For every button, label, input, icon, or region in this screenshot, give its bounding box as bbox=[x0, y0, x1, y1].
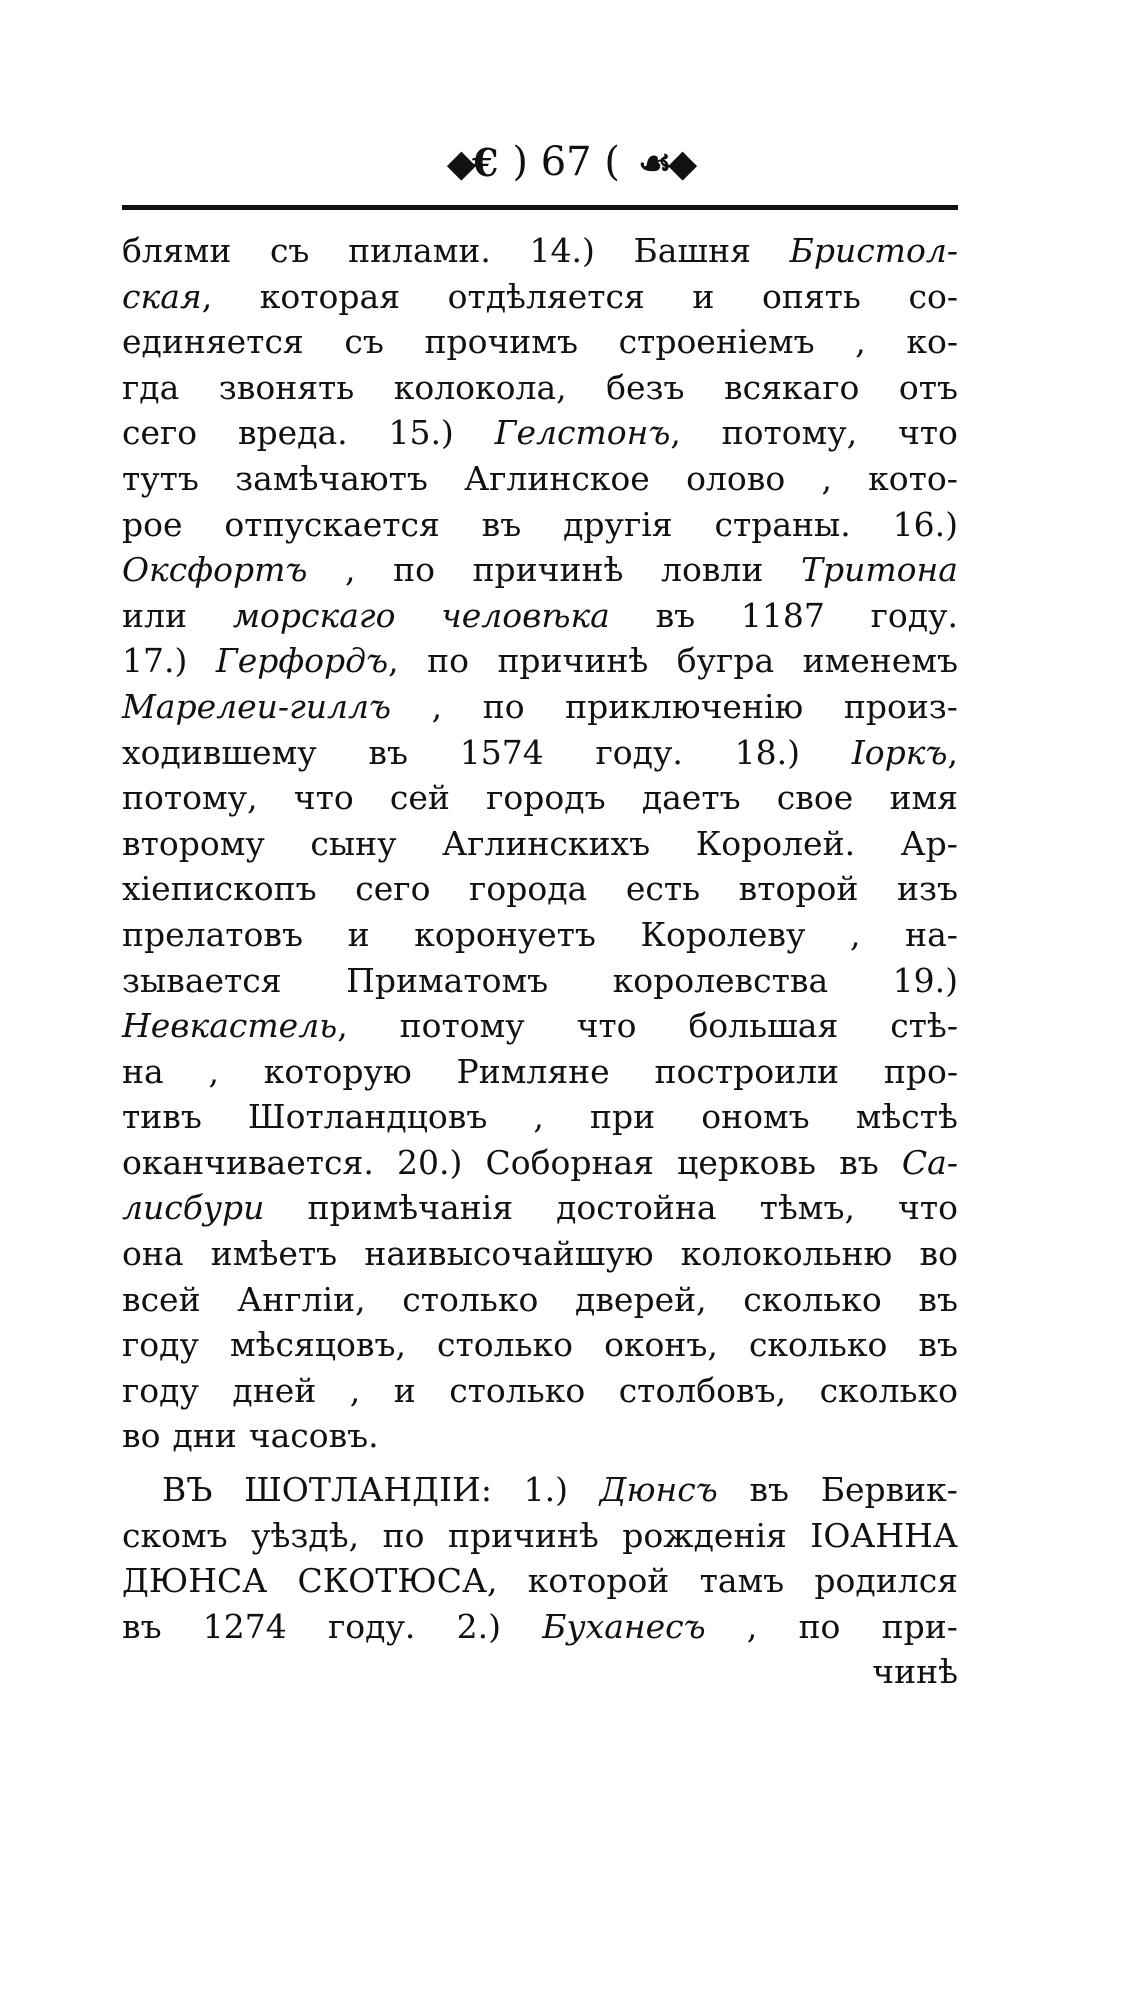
word: потому bbox=[399, 1006, 525, 1046]
word: отдѣляется bbox=[447, 276, 645, 316]
word: причинѣ bbox=[497, 641, 649, 681]
text-line bbox=[122, 319, 958, 365]
word: 2.) bbox=[456, 1606, 501, 1646]
word: , bbox=[855, 322, 866, 362]
text-line bbox=[122, 638, 958, 684]
word: Англіи, bbox=[237, 1279, 366, 1319]
word: въ bbox=[122, 1606, 162, 1646]
word: 1.) bbox=[523, 1470, 568, 1510]
word: она bbox=[122, 1234, 184, 1274]
word: всякаго bbox=[724, 367, 860, 407]
text-line bbox=[122, 1558, 958, 1604]
word: во bbox=[122, 1416, 161, 1456]
word: Шотландцовъ bbox=[247, 1097, 488, 1137]
word: хіепископъ bbox=[122, 869, 317, 909]
word: что bbox=[897, 413, 958, 453]
word: колокола, bbox=[393, 367, 567, 407]
word: въ bbox=[655, 595, 696, 635]
word: пилами. bbox=[348, 231, 491, 270]
word: блями bbox=[122, 231, 232, 270]
word: , bbox=[349, 1370, 361, 1410]
word: отъ bbox=[898, 367, 958, 407]
word: столбовъ, bbox=[618, 1370, 787, 1410]
word: 20.) bbox=[396, 1142, 463, 1182]
word: сколько bbox=[748, 1325, 888, 1365]
word: 14.) bbox=[529, 231, 595, 270]
word: замѣчаютъ bbox=[235, 458, 428, 498]
word: въ bbox=[749, 1470, 790, 1510]
word: Аглинское bbox=[464, 458, 650, 498]
text-line bbox=[122, 1140, 958, 1186]
text-line bbox=[122, 1513, 958, 1559]
word: кото- bbox=[868, 458, 958, 498]
word: вреда. bbox=[237, 413, 348, 453]
text-line bbox=[122, 547, 958, 593]
word: королевства bbox=[612, 960, 829, 1000]
word: столько bbox=[449, 1370, 586, 1410]
word: 1187 bbox=[740, 595, 825, 635]
word: 16.) bbox=[892, 504, 958, 544]
word: что bbox=[576, 1006, 637, 1046]
word: на bbox=[122, 1051, 164, 1091]
word: имя bbox=[889, 778, 958, 818]
word: оконъ, bbox=[604, 1325, 718, 1365]
word: наивысочайшую bbox=[364, 1234, 654, 1274]
word: или bbox=[122, 595, 187, 635]
word: по bbox=[393, 550, 435, 590]
text-line bbox=[122, 1185, 958, 1231]
word: Дюнсъ bbox=[599, 1470, 718, 1510]
text-line bbox=[122, 502, 958, 548]
word: потому, bbox=[721, 413, 858, 453]
word: коронуетъ bbox=[414, 914, 596, 954]
text-line bbox=[122, 1467, 958, 1513]
text-line bbox=[122, 456, 958, 502]
word: родился bbox=[814, 1561, 958, 1601]
text-line bbox=[122, 1368, 958, 1414]
word: и bbox=[347, 914, 370, 954]
word: которой bbox=[527, 1561, 670, 1601]
text-line bbox=[122, 1322, 958, 1368]
word: городъ bbox=[486, 778, 606, 818]
word: колокольню bbox=[680, 1234, 893, 1274]
word: и bbox=[692, 276, 715, 316]
word: второй bbox=[738, 869, 859, 909]
word: дни bbox=[172, 1416, 237, 1456]
word: отпускается bbox=[224, 504, 440, 544]
word: прелатовъ bbox=[122, 914, 303, 954]
word: безъ bbox=[606, 367, 685, 407]
word: 1274 bbox=[202, 1606, 287, 1646]
word: гда bbox=[122, 367, 180, 407]
word: есть bbox=[625, 869, 701, 909]
word: 17.) bbox=[122, 641, 188, 681]
word: по bbox=[798, 1606, 841, 1646]
word: Іоркъ, bbox=[851, 732, 958, 772]
text-line bbox=[122, 775, 958, 821]
word: съ bbox=[269, 231, 310, 270]
text-line bbox=[122, 228, 958, 274]
word: рожденія bbox=[622, 1515, 787, 1555]
word: по bbox=[482, 686, 525, 726]
word: всей bbox=[122, 1279, 201, 1319]
word: сего bbox=[122, 413, 198, 453]
word: 18.) bbox=[734, 732, 800, 772]
word: произ- bbox=[843, 686, 958, 726]
text-line bbox=[122, 1413, 958, 1459]
word: Королей. bbox=[695, 823, 856, 863]
word: бугра bbox=[676, 641, 775, 681]
body-text bbox=[122, 228, 958, 1695]
word: тутъ bbox=[122, 458, 199, 498]
word: съ bbox=[344, 322, 384, 362]
word: СКОТЮСА, bbox=[297, 1561, 498, 1601]
header-rule bbox=[122, 205, 958, 210]
word: изъ bbox=[896, 869, 958, 909]
word: году bbox=[122, 1370, 199, 1410]
word: ходившему bbox=[122, 732, 317, 772]
word: часовъ. bbox=[248, 1416, 379, 1456]
text-line bbox=[122, 730, 958, 776]
word: олово bbox=[686, 458, 786, 498]
word: со- bbox=[908, 276, 958, 316]
word: рое bbox=[122, 504, 183, 544]
word: Буханесъ bbox=[542, 1606, 706, 1646]
word: Бристол- bbox=[789, 231, 958, 270]
word: приключенію bbox=[565, 686, 804, 726]
word: Ар- bbox=[900, 823, 958, 863]
word: сыну bbox=[310, 823, 397, 863]
text-line bbox=[122, 958, 958, 1004]
word: Примaтомъ bbox=[346, 960, 549, 1000]
word: достойна bbox=[556, 1188, 717, 1228]
text-line bbox=[122, 1231, 958, 1277]
word: во bbox=[919, 1234, 958, 1274]
word: скомъ bbox=[122, 1515, 228, 1555]
word: прочимъ bbox=[424, 322, 578, 362]
word: ІОАННА bbox=[810, 1515, 958, 1555]
word: , bbox=[746, 1606, 758, 1646]
word: дверей, bbox=[575, 1279, 707, 1319]
text-line bbox=[122, 365, 958, 411]
word: , bbox=[208, 1051, 219, 1091]
word: ВЪ bbox=[162, 1470, 213, 1510]
word: году. bbox=[595, 732, 683, 772]
text-line bbox=[122, 866, 958, 912]
page-number: ) 67 ( bbox=[512, 139, 620, 185]
word: , bbox=[344, 550, 356, 590]
word: мѣстѣ bbox=[855, 1097, 958, 1137]
word: которую bbox=[263, 1051, 412, 1091]
word: Королеву bbox=[640, 914, 806, 954]
word: дней bbox=[232, 1370, 317, 1410]
word: оканчивается. bbox=[122, 1142, 374, 1182]
word: въ bbox=[918, 1279, 958, 1319]
word: ская, bbox=[122, 276, 213, 316]
word: тивъ bbox=[122, 1097, 202, 1137]
word: большая bbox=[688, 1006, 839, 1046]
word: Аглинскихъ bbox=[442, 823, 651, 863]
word: столько bbox=[437, 1325, 574, 1365]
word: году. bbox=[328, 1606, 416, 1646]
right-ornament: ☙◆ bbox=[637, 139, 694, 185]
word: страны. bbox=[714, 504, 851, 544]
word: церковь bbox=[677, 1142, 817, 1182]
text-line bbox=[122, 410, 958, 456]
word: въ bbox=[368, 732, 408, 772]
word: стѣ- bbox=[890, 1006, 958, 1046]
text-line bbox=[122, 1094, 958, 1140]
word: при- bbox=[881, 1606, 958, 1646]
word: города bbox=[469, 869, 588, 909]
word: сего bbox=[355, 869, 431, 909]
word: что bbox=[293, 778, 354, 818]
word: 1574 bbox=[459, 732, 544, 772]
word: Бервик- bbox=[820, 1470, 958, 1510]
word: тѣмъ, bbox=[759, 1188, 855, 1228]
word: 15.) bbox=[388, 413, 454, 453]
text-line bbox=[122, 821, 958, 867]
word: по bbox=[382, 1515, 425, 1555]
word: Герфордъ, bbox=[215, 641, 399, 681]
word: Са- bbox=[901, 1142, 958, 1182]
word: , bbox=[533, 1097, 544, 1137]
word: потому, bbox=[122, 778, 258, 818]
word: ДЮНСА bbox=[122, 1561, 268, 1601]
word: году bbox=[122, 1325, 199, 1365]
text-line bbox=[122, 1277, 958, 1323]
word: на- bbox=[905, 914, 958, 954]
word: про- bbox=[883, 1051, 958, 1091]
page-header bbox=[0, 132, 1140, 192]
word: въ bbox=[918, 1325, 958, 1365]
word: причинѣ bbox=[447, 1515, 599, 1555]
word: Марелеи-гиллъ bbox=[122, 686, 392, 726]
text-line bbox=[122, 593, 958, 639]
word: имѣетъ bbox=[210, 1234, 338, 1274]
text-line bbox=[122, 912, 958, 958]
word: сколько bbox=[743, 1279, 882, 1319]
word: въ bbox=[839, 1142, 879, 1182]
word: ловли bbox=[661, 550, 764, 590]
word: при bbox=[590, 1097, 656, 1137]
word: Тритона bbox=[800, 550, 958, 590]
word: опять bbox=[761, 276, 861, 316]
word: году. bbox=[870, 595, 958, 635]
word: чинѣ bbox=[872, 1652, 958, 1692]
word: причинѣ bbox=[472, 550, 624, 590]
word: , bbox=[431, 686, 443, 726]
word: Невкастель, bbox=[122, 1006, 348, 1046]
word: по bbox=[427, 641, 469, 681]
left-ornament: ◆€ bbox=[446, 139, 495, 185]
word: которая bbox=[259, 276, 401, 316]
text-line bbox=[122, 684, 958, 730]
word: звонять bbox=[218, 367, 355, 407]
word: человѣка bbox=[441, 595, 610, 635]
word: ко- bbox=[906, 322, 958, 362]
word: мѣсяцовъ, bbox=[229, 1325, 406, 1365]
word: Соборная bbox=[485, 1142, 654, 1182]
word: и bbox=[393, 1370, 416, 1410]
word: , bbox=[850, 914, 861, 954]
word: даетъ bbox=[641, 778, 741, 818]
word: сколько bbox=[819, 1370, 958, 1410]
word: именемъ bbox=[802, 641, 958, 681]
word: строеніемъ bbox=[618, 322, 815, 362]
word: лисбури bbox=[122, 1188, 265, 1228]
word: тамъ bbox=[699, 1561, 785, 1601]
word: что bbox=[898, 1188, 958, 1228]
word: Оксфортъ bbox=[122, 550, 308, 590]
text-line bbox=[122, 1003, 958, 1049]
word: зывается bbox=[122, 960, 282, 1000]
word: уѣздѣ, bbox=[251, 1515, 360, 1555]
word: второму bbox=[122, 823, 265, 863]
word: Гелстонъ, bbox=[494, 413, 681, 453]
word: столько bbox=[402, 1279, 539, 1319]
word: другія bbox=[563, 504, 673, 544]
word: ономъ bbox=[701, 1097, 810, 1137]
word: Римляне bbox=[456, 1051, 610, 1091]
word: 19.) bbox=[892, 960, 958, 1000]
word: единяется bbox=[122, 322, 304, 362]
word: сей bbox=[389, 778, 450, 818]
word: ШОТЛАНДІИ: bbox=[244, 1470, 492, 1510]
text-line bbox=[122, 1604, 958, 1650]
text-line bbox=[122, 274, 958, 320]
word: примѣчанія bbox=[307, 1188, 514, 1228]
word: построили bbox=[654, 1051, 840, 1091]
word: Башня bbox=[633, 231, 751, 270]
text-line bbox=[122, 1649, 958, 1695]
word: свое bbox=[776, 778, 854, 818]
text-line bbox=[122, 1049, 958, 1095]
word: морскаго bbox=[232, 595, 396, 635]
word: , bbox=[821, 458, 832, 498]
word: въ bbox=[481, 504, 522, 544]
